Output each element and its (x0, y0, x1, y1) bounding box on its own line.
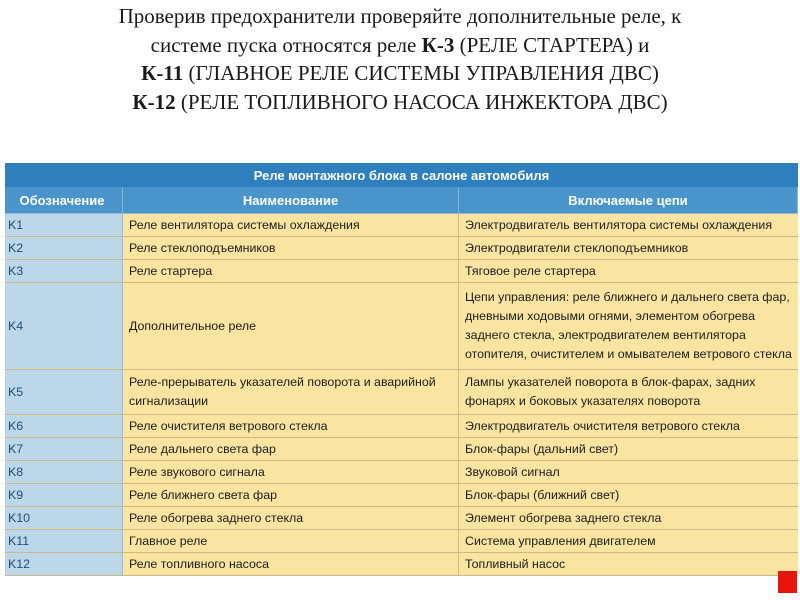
row-circuits: Тяговое реле стартера (459, 260, 798, 282)
table-row (5, 507, 798, 530)
row-circuits: Электродвигатели стеклоподъемников (459, 237, 798, 259)
row-name: Реле дальнего света фар (123, 438, 459, 460)
heading-line-4-post: (РЕЛЕ ТОПЛИВНОГО НАСОСА ИНЖЕКТОРА ДВС) (175, 89, 668, 114)
row-code: K1 (5, 214, 123, 236)
heading-line-2-post: (РЕЛЕ СТАРТЕРА) и (454, 32, 650, 57)
table-row (5, 484, 798, 507)
relay-k12-label: К-12 (132, 89, 176, 114)
row-circuits: Электродвигатель очистителя ветрового стекла (459, 415, 798, 437)
row-name: Дополнительное реле (123, 283, 459, 369)
heading-line-4 (0, 88, 800, 117)
row-code: K6 (5, 415, 123, 437)
row-code: K3 (5, 260, 123, 282)
row-circuits: Цепи управления: реле ближнего и дальнего света фар, дневными ходовыми огнями, элементом обогрева заднего стекла, электродвигателем вентилятора отопителя, очистителем и омывателем ветрового стекла (459, 283, 798, 369)
heading-line-2-pre: системе пуска относятся реле (150, 32, 422, 57)
relay-k3-label: К-3 (421, 32, 455, 57)
table-header-row (5, 187, 798, 214)
row-code: K10 (5, 507, 123, 529)
header-circuits: Включаемые цепи (459, 187, 798, 213)
row-name: Реле звукового сигнала (123, 461, 459, 483)
header-designation: Обозначение (5, 187, 123, 213)
row-name: Реле обогрева заднего стекла (123, 507, 459, 529)
row-code: K5 (5, 370, 123, 414)
row-circuits: Система управления двигателем (459, 530, 798, 552)
relay-k11-label: К-11 (141, 61, 184, 85)
row-circuits: Блок-фары (дальний свет) (459, 438, 798, 460)
row-code: K9 (5, 484, 123, 506)
row-code: K2 (5, 237, 123, 259)
row-name: Главное реле (123, 530, 459, 552)
table-row (5, 553, 798, 576)
row-circuits: Элемент обогрева заднего стекла (459, 507, 798, 529)
heading-line-1: Проверив предохранители проверяйте дополнительные реле, к (118, 4, 682, 28)
table-title: Реле монтажного блока в салоне автомобиля (5, 163, 798, 187)
table-row (5, 260, 798, 283)
row-name: Реле ближнего света фар (123, 484, 459, 506)
row-circuits: Электродвигатель вентилятора системы охлаждения (459, 214, 798, 236)
row-circuits: Топливный насос (459, 553, 798, 575)
row-code: K7 (5, 438, 123, 460)
heading-line-3 (0, 59, 800, 88)
relay-table (5, 163, 798, 593)
row-circuits: Блок-фары (ближний свет) (459, 484, 798, 506)
row-name: Реле стартера (123, 260, 459, 282)
table-row (5, 438, 798, 461)
table-row (5, 461, 798, 484)
header-name: Наименование (123, 187, 459, 213)
row-name: Реле вентилятора системы охлаждения (123, 214, 459, 236)
row-code: K4 (5, 283, 123, 369)
row-name: Реле-прерыватель указателей поворота и аварийной сигнализации (123, 370, 459, 414)
slide-heading (0, 2, 800, 116)
row-name: Реле топливного насоса (123, 553, 459, 575)
row-code: K8 (5, 461, 123, 483)
row-circuits: Лампы указателей поворота в блок-фарах, задних фонарях и боковых указателях поворота (459, 370, 798, 414)
table-row (5, 237, 798, 260)
row-code: K12 (5, 553, 123, 575)
row-circuits: Звуковой сигнал (459, 461, 798, 483)
row-name: Реле стеклоподъемников (123, 237, 459, 259)
table-row (5, 530, 798, 553)
table-row (5, 283, 798, 370)
row-name: Реле очистителя ветрового стекла (123, 415, 459, 437)
table-row (5, 214, 798, 237)
heading-line-2 (0, 31, 800, 60)
row-code: K11 (5, 530, 123, 552)
table-row (5, 370, 798, 415)
table-row (5, 415, 798, 438)
heading-line-3-post: (ГЛАВНОЕ РЕЛЕ СИСТЕМЫ УПРАВЛЕНИЯ ДВС) (183, 61, 659, 85)
red-marker (778, 571, 797, 593)
